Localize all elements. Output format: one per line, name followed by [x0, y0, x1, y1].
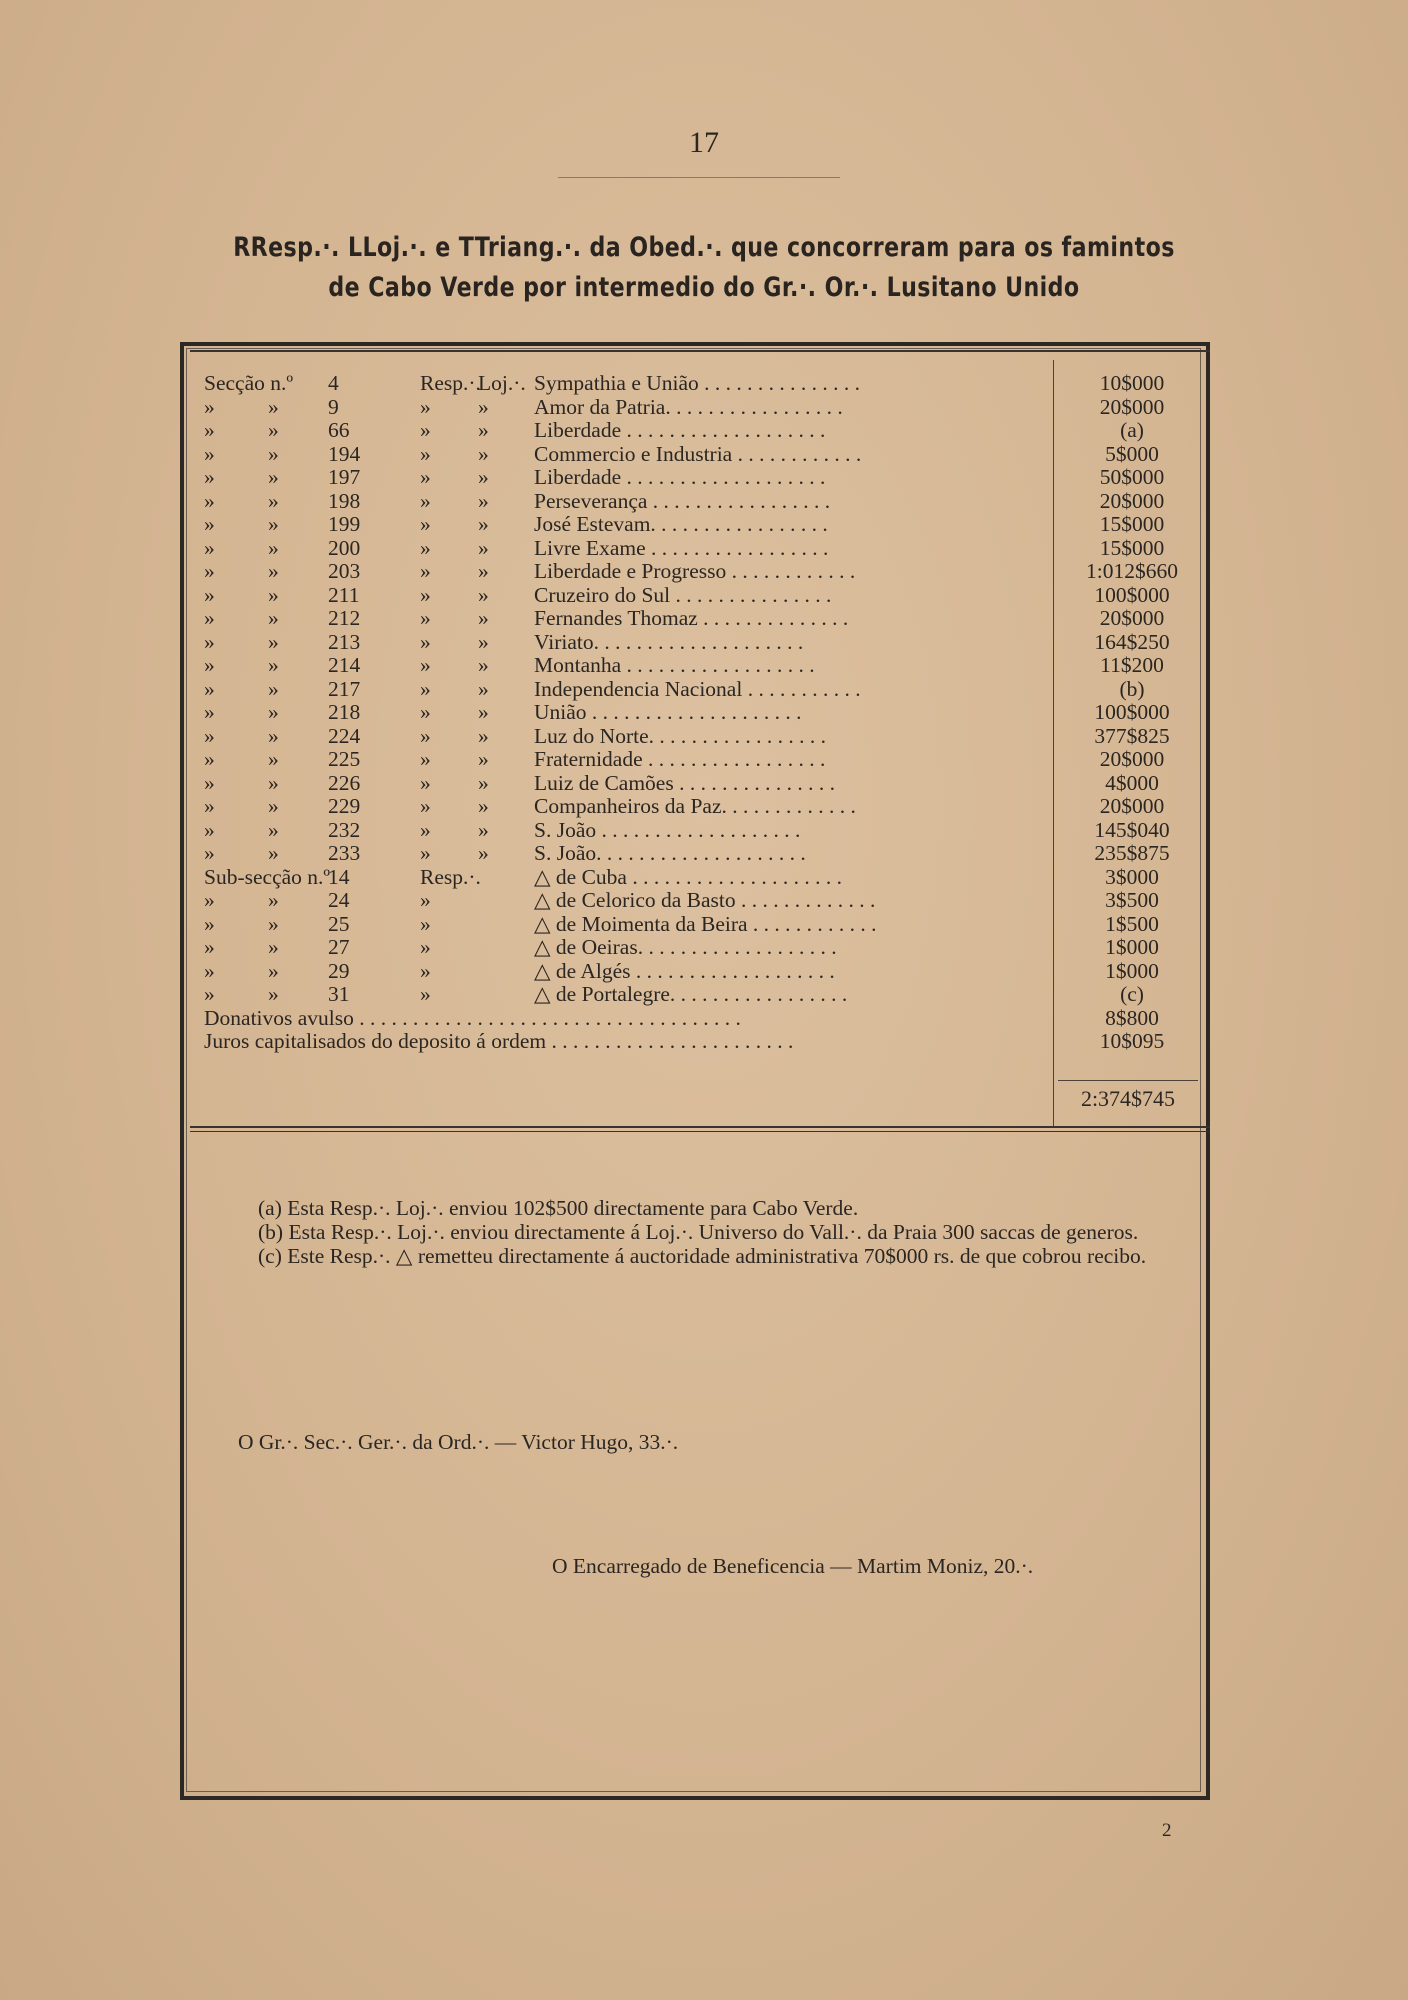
cell-name: José Estevam. . . . . . . . . . . . . . . . .: [534, 513, 828, 536]
cell-name: Liberdade e Progresso . . . . . . . . . . . .: [534, 560, 856, 583]
cell-name: S. João . . . . . . . . . . . . . . . . . . .: [534, 818, 801, 842]
cell-c: 224: [328, 723, 361, 748]
table-row: [202, 537, 1202, 561]
cell-c: 197: [328, 465, 361, 489]
cell-c: 27: [328, 935, 350, 959]
cell-amount: 1$000: [1105, 958, 1159, 983]
table-row: [202, 560, 1202, 584]
table-row: [202, 1007, 1202, 1031]
cell-amount: 20$000: [1099, 394, 1165, 419]
cell-d: »: [420, 817, 431, 842]
footnotes: [202, 1196, 1187, 1268]
title-line-2: de Cabo Verde por intermedio do Gr.·. Or.·. Lusitano Unido: [328, 272, 1080, 303]
cell-b: »: [268, 935, 279, 959]
cell-a: »: [204, 888, 215, 912]
cell-d: »: [420, 723, 431, 748]
sum-rule: [1058, 1080, 1198, 1081]
cell-amount: (b): [1119, 676, 1145, 701]
table-row: [202, 654, 1202, 678]
cell-a: »: [204, 911, 215, 936]
cell-a: »: [204, 465, 215, 489]
cell-amount: 10$095: [1099, 1029, 1165, 1053]
cell-d: »: [420, 653, 431, 677]
table-row: [202, 889, 1202, 913]
cell-d: »: [420, 629, 431, 654]
cell-c: 198: [328, 488, 361, 513]
grand-total: 2:374$745: [1080, 1086, 1176, 1111]
table-row: [202, 443, 1202, 467]
table-row: [202, 936, 1202, 960]
cell-e: »: [478, 723, 489, 748]
cell-d: »: [420, 676, 431, 701]
cell-name: Livre Exame . . . . . . . . . . . . . . . . .: [534, 536, 829, 560]
cell-c: 211: [328, 582, 360, 607]
table-row: [202, 701, 1202, 725]
cell-b: »: [268, 606, 279, 630]
signature-beneficence: O Encarregado de Beneficencia — Martim Moniz, 20.·.: [552, 1554, 1034, 1578]
cell-name: Fraternidade . . . . . . . . . . . . . . . . .: [534, 748, 826, 771]
cell-d: Resp.·.: [420, 371, 481, 395]
cell-name: União . . . . . . . . . . . . . . . . . . . .: [534, 701, 802, 724]
cell-a: »: [204, 841, 215, 865]
cell-amount: 50$000: [1099, 465, 1165, 489]
cell-b: »: [268, 394, 279, 419]
cell-a: »: [204, 676, 215, 701]
cell-amount: 11$200: [1100, 653, 1164, 677]
cell-c: 9: [328, 394, 339, 419]
cell-d: »: [420, 911, 431, 936]
cell-e: »: [478, 488, 489, 513]
cell-amount: 1$500: [1105, 911, 1159, 936]
cell-b: »: [268, 841, 279, 865]
cell-c: 217: [328, 676, 361, 701]
cell-name: Commercio e Industria . . . . . . . . . . . .: [534, 442, 862, 466]
cell-a: »: [204, 441, 215, 466]
cell-b: »: [268, 582, 279, 607]
table-row: [202, 913, 1202, 937]
cell-b: »: [268, 653, 279, 677]
cell-a: Secção n.º: [204, 371, 294, 395]
table-row: [202, 866, 1202, 890]
cell-d: »: [420, 559, 431, 583]
cell-e: »: [478, 653, 489, 677]
cell-amount: 377$825: [1094, 723, 1170, 748]
cell-name: Amor da Patria. . . . . . . . . . . . . . . . .: [534, 395, 843, 419]
cell-name: △ de Moimenta da Beira . . . . . . . . . . . .: [534, 912, 877, 936]
cell-b: »: [268, 911, 279, 936]
cell-b: »: [268, 794, 279, 818]
cell-c: 226: [328, 770, 361, 795]
table-row: [202, 372, 1202, 396]
cell-c: 213: [328, 629, 361, 654]
cell-name: △ de Oeiras. . . . . . . . . . . . . . . . . . .: [534, 936, 837, 959]
cell-d: »: [420, 535, 431, 560]
cell-c: 199: [328, 512, 361, 536]
cell-d: »: [420, 418, 431, 442]
cell-a: »: [204, 794, 215, 818]
cell-a: »: [204, 394, 215, 419]
cell-d: »: [420, 747, 431, 771]
cell-b: »: [268, 441, 279, 466]
table-row: [202, 795, 1202, 819]
cell-name: Liberdade . . . . . . . . . . . . . . . . . . .: [534, 466, 826, 489]
cell-b: »: [268, 418, 279, 442]
cell-name: △ de Algés . . . . . . . . . . . . . . . . . . .: [534, 959, 835, 983]
cell-amount: 100$000: [1094, 582, 1170, 607]
cell-name: Perseverança . . . . . . . . . . . . . . . . .: [534, 489, 831, 513]
cell-a: »: [204, 582, 215, 607]
cell-a: »: [204, 535, 215, 560]
cell-e: »: [478, 700, 489, 724]
cell-d: »: [420, 982, 431, 1006]
cell-b: »: [268, 629, 279, 654]
table-row: [202, 842, 1202, 866]
table-row: [202, 490, 1202, 514]
cell-c: 232: [328, 817, 361, 842]
cell-d: »: [420, 394, 431, 419]
cell-name: S. João. . . . . . . . . . . . . . . . . . . .: [534, 842, 806, 865]
cell-d: »: [420, 770, 431, 795]
cell-d: »: [420, 488, 431, 513]
cell-name: Luz do Norte. . . . . . . . . . . . . . . . .: [534, 724, 827, 748]
cell-name: △ de Portalegre. . . . . . . . . . . . . . . . .: [534, 983, 848, 1006]
cell-d: »: [420, 465, 431, 489]
cell-e: »: [478, 535, 489, 560]
page-number: 17: [689, 126, 719, 159]
cell-c: 225: [328, 747, 361, 771]
cell-e: »: [478, 676, 489, 701]
cell-c: 31: [328, 982, 350, 1006]
cell-a: »: [204, 418, 215, 442]
cell-name: Montanha . . . . . . . . . . . . . . . . . .: [534, 654, 815, 677]
cell-a: »: [204, 629, 215, 654]
table-row: [202, 772, 1202, 796]
cell-name: Sympathia e União . . . . . . . . . . . . . . .: [534, 372, 861, 395]
title-line-1: RResp.·. LLoj.·. e TTriang.·. da Obed.·. que concorreram para os famintos: [233, 232, 1175, 263]
cell-e: »: [478, 629, 489, 654]
cell-name: Cruzeiro do Sul . . . . . . . . . . . . . . .: [534, 583, 832, 607]
table-top-rule: [190, 350, 1210, 352]
table-row: [202, 584, 1202, 608]
cell-a: Sub-secção n.º: [204, 864, 331, 889]
signature-secretary: O Gr.·. Sec.·. Ger.·. da Ord.·. — Victor Hugo, 33.·.: [238, 1430, 679, 1454]
cell-e: Loj.·.: [478, 371, 526, 395]
cell-a: »: [204, 770, 215, 795]
cell-a: »: [204, 606, 215, 630]
cell-amount: 8$800: [1105, 1005, 1159, 1030]
table-row: [202, 419, 1202, 443]
cell-c: 214: [328, 653, 361, 677]
cell-b: »: [268, 700, 279, 724]
cell-amount: 235$875: [1094, 841, 1170, 865]
cell-b: »: [268, 723, 279, 748]
cell-amount: 145$040: [1094, 817, 1170, 842]
cell-amount: 15$000: [1099, 512, 1165, 536]
cell-b: »: [268, 535, 279, 560]
cell-d: Resp.·.: [420, 864, 481, 889]
cell-a: »: [204, 488, 215, 513]
cell-e: »: [478, 394, 489, 419]
footnote-a: (a) Esta Resp.·. Loj.·. enviou 102$500 directamente para Cabo Verde.: [258, 1196, 859, 1220]
cell-name: Fernandes Thomaz . . . . . . . . . . . . . .: [534, 607, 849, 630]
cell-b: »: [268, 465, 279, 489]
cell-c: 24: [328, 888, 350, 912]
cell-e: »: [478, 747, 489, 771]
footnote-b: (b) Esta Resp.·. Loj.·. enviou directamente á Loj.·. Universo do Vall.·. da Praia 300 saccas de generos.: [258, 1220, 1139, 1244]
cell-d: »: [420, 582, 431, 607]
cell-name: Luiz de Camões . . . . . . . . . . . . . . .: [534, 771, 835, 795]
header-rule: [558, 177, 840, 178]
cell-amount: 20$000: [1099, 747, 1165, 771]
cell-d: »: [420, 841, 431, 865]
footnote-c: (c) Este Resp.·. △ remetteu directamente á auctoridade administrativa 70$000 rs. de que cobrou recibo.: [258, 1244, 1147, 1268]
cell-c: 4: [328, 371, 339, 395]
cell-name: △ de Celorico da Basto . . . . . . . . . . . . .: [534, 889, 876, 912]
cell-a: »: [204, 512, 215, 536]
table-row: [202, 678, 1202, 702]
cell-c: 203: [328, 559, 361, 583]
cell-c: 14: [328, 864, 350, 889]
cell-d: »: [420, 512, 431, 536]
cell-b: »: [268, 982, 279, 1006]
cell-d: »: [420, 606, 431, 630]
cell-amount: 3$000: [1105, 864, 1159, 889]
cell-name: Companheiros da Paz. . . . . . . . . . . . .: [534, 795, 856, 818]
cell-e: »: [478, 841, 489, 865]
cell-b: »: [268, 958, 279, 983]
cell-amount: 4$000: [1105, 770, 1159, 795]
table-row: [202, 725, 1202, 749]
table-row: [202, 631, 1202, 655]
cell-a: »: [204, 982, 215, 1006]
cell-a: »: [204, 559, 215, 583]
cell-c: 218: [328, 700, 361, 724]
cell-name: Independencia Nacional . . . . . . . . . . .: [534, 677, 861, 701]
table-row: [202, 607, 1202, 631]
table-row: [202, 983, 1202, 1007]
cell-amount: 5$000: [1105, 441, 1159, 466]
cell-amount: 20$000: [1099, 794, 1165, 818]
cell-d: »: [420, 794, 431, 818]
cell-c: 25: [328, 911, 350, 936]
page-title: [127, 228, 1282, 308]
cell-c: 194: [328, 441, 361, 466]
cell-d: »: [420, 441, 431, 466]
cell-amount: 3$500: [1105, 888, 1159, 912]
table-row: [202, 466, 1202, 490]
cell-d: »: [420, 700, 431, 724]
cell-amount: 15$000: [1099, 535, 1165, 560]
cell-a: »: [204, 700, 215, 724]
cell-e: »: [478, 582, 489, 607]
cell-e: »: [478, 606, 489, 630]
cell-b: »: [268, 747, 279, 771]
cell-a: »: [204, 747, 215, 771]
table-row: [202, 819, 1202, 843]
cell-d: »: [420, 888, 431, 912]
cell-amount: 20$000: [1099, 606, 1165, 630]
cell-e: »: [478, 770, 489, 795]
cell-b: »: [268, 770, 279, 795]
cell-amount: 1:012$660: [1086, 559, 1178, 583]
table-row: [202, 1030, 1202, 1054]
cell-e: »: [478, 794, 489, 818]
table-row: [202, 748, 1202, 772]
cell-name: Viriato. . . . . . . . . . . . . . . . . . . .: [534, 630, 804, 654]
cell-c: 200: [328, 535, 361, 560]
table-row: [202, 513, 1202, 537]
cell-a: »: [204, 723, 215, 748]
cell-amount: (a): [1120, 418, 1144, 442]
cell-d: »: [420, 958, 431, 983]
cell-name: △ de Cuba . . . . . . . . . . . . . . . . . . . .: [534, 865, 842, 889]
cell-a: »: [204, 958, 215, 983]
cell-c: 212: [328, 606, 361, 630]
cell-amount: 20$000: [1099, 488, 1165, 513]
cell-e: »: [478, 441, 489, 466]
cell-a: Juros capitalisados do deposito á ordem . . . . . . . . . . . . . . . . . . . . . . .: [204, 1030, 794, 1053]
cell-amount: 10$000: [1099, 371, 1165, 395]
table-bottom-rule-thin: [190, 1131, 1210, 1132]
cell-e: »: [478, 512, 489, 536]
cell-a: »: [204, 817, 215, 842]
table-row: [202, 960, 1202, 984]
cell-b: »: [268, 817, 279, 842]
table-row: [202, 396, 1202, 420]
cell-c: 233: [328, 841, 361, 865]
cell-b: »: [268, 676, 279, 701]
footer-number: 2: [1162, 1820, 1172, 1841]
cell-amount: 1$000: [1105, 935, 1159, 959]
cell-amount: 164$250: [1094, 629, 1170, 654]
cell-c: 229: [328, 794, 361, 818]
cell-a: Donativos avulso . . . . . . . . . . . . . . . . . . . . . . . . . . . . . . . . . . . .: [204, 1006, 741, 1030]
cell-b: »: [268, 559, 279, 583]
cell-e: »: [478, 465, 489, 489]
cell-e: »: [478, 559, 489, 583]
cell-b: »: [268, 888, 279, 912]
cell-name: Liberdade . . . . . . . . . . . . . . . . . . .: [534, 419, 826, 442]
cell-d: »: [420, 935, 431, 959]
cell-amount: (c): [1120, 982, 1144, 1006]
cell-e: »: [478, 817, 489, 842]
cell-c: 29: [328, 958, 350, 983]
cell-a: »: [204, 935, 215, 959]
cell-c: 66: [328, 418, 350, 442]
cell-amount: 100$000: [1094, 700, 1170, 724]
cell-a: »: [204, 653, 215, 677]
cell-b: »: [268, 512, 279, 536]
cell-e: »: [478, 418, 489, 442]
cell-b: »: [268, 488, 279, 513]
table-bottom-rule: [190, 1126, 1210, 1128]
contributions-table: [202, 372, 1202, 1054]
